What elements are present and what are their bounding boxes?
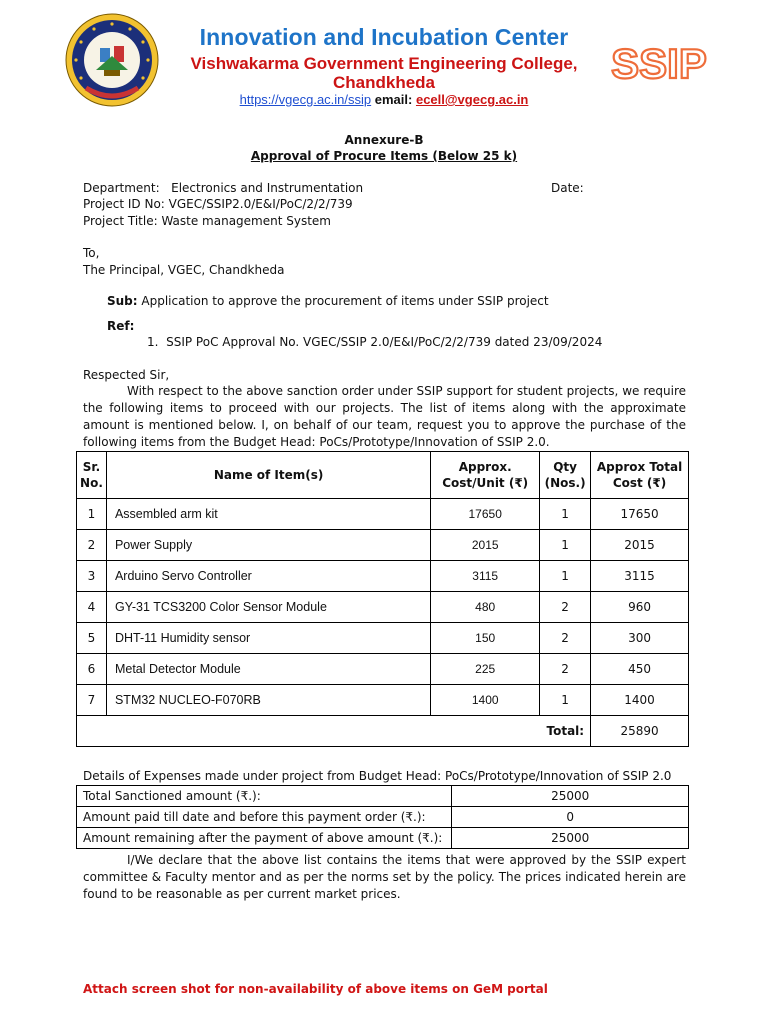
row-sr: 2 (77, 530, 107, 561)
total-row (77, 716, 689, 747)
row-qty: 2 (540, 623, 591, 654)
col-qty: Qty (Nos.) (540, 452, 591, 499)
ref-label: Ref: (107, 319, 135, 333)
row-cost: 1400 (431, 685, 540, 716)
website-link[interactable]: https://vgecg.ac.in/ssip (239, 92, 372, 107)
row-name: GY-31 TCS3200 Color Sensor Module (106, 592, 430, 623)
addressee: The Principal, VGEC, Chandkheda (83, 263, 285, 277)
row-sr: 5 (77, 623, 107, 654)
expense-row (77, 828, 689, 849)
col-cost: Approx. Cost/Unit (₹) (431, 452, 540, 499)
row-qty: 1 (540, 685, 591, 716)
doc-heading-text: Approval of Procure Items (Below 25 k) (250, 149, 518, 163)
row-cost: 150 (431, 623, 540, 654)
row-qty: 1 (540, 530, 591, 561)
ref-item (147, 334, 602, 350)
table-row (77, 499, 689, 530)
row-total: 300 (591, 623, 689, 654)
row-name: DHT-11 Humidity sensor (106, 623, 430, 654)
email-label: email: (374, 92, 413, 107)
expense-label: Amount remaining after the payment of above amount (₹.): (77, 828, 452, 849)
row-name: Power Supply (106, 530, 430, 561)
expense-row (77, 807, 689, 828)
table-row (77, 530, 689, 561)
ssip-logo-text: SSIP (611, 40, 707, 87)
expenses-caption: Details of Expenses made under project from Budget Head: PoCs/Prototype/Innovation of SSIP 2.0 (83, 769, 672, 783)
ref-number: 1. (147, 335, 159, 349)
department-label: Department: (83, 181, 160, 195)
row-sr: 3 (77, 561, 107, 592)
table-row (77, 623, 689, 654)
row-cost: 2015 (431, 530, 540, 561)
total-value: 25890 (591, 716, 689, 747)
date-label: Date: (551, 181, 584, 195)
row-total: 17650 (591, 499, 689, 530)
doc-heading (0, 148, 768, 164)
col-sr: Sr. No. (77, 452, 107, 499)
subject-line (107, 293, 549, 309)
row-total: 1400 (591, 685, 689, 716)
row-name: STM32 NUCLEO-F070RB (106, 685, 430, 716)
salutation: Respected Sir, (83, 368, 170, 382)
college-line: Vishwakarma Government Engineering College, (190, 54, 578, 73)
row-total: 960 (591, 592, 689, 623)
department-line (83, 180, 363, 196)
contact-line (0, 92, 768, 107)
row-qty: 1 (540, 561, 591, 592)
expense-label: Amount paid till date and before this payment order (₹.): (77, 807, 452, 828)
to-line: To, (83, 246, 100, 260)
row-sr: 4 (77, 592, 107, 623)
row-cost: 17650 (431, 499, 540, 530)
annexure-label: Annexure-B (344, 133, 424, 147)
row-total: 450 (591, 654, 689, 685)
row-cost: 3115 (431, 561, 540, 592)
row-qty: 1 (540, 499, 591, 530)
expenses-table (76, 785, 689, 849)
project-id: Project ID No: VGEC/SSIP2.0/E&I/PoC/2/2/739 (83, 197, 353, 211)
gem-portal-note: Attach screen shot for non-availability of above items on GeM portal (83, 982, 548, 996)
expense-row (77, 786, 689, 807)
row-total: 3115 (591, 561, 689, 592)
center-title: Innovation and Incubation Center (199, 24, 569, 50)
total-label: Total: (77, 716, 591, 747)
college-city: Chandkheda (332, 73, 436, 92)
row-sr: 7 (77, 685, 107, 716)
row-qty: 2 (540, 592, 591, 623)
row-sr: 1 (77, 499, 107, 530)
table-row (77, 685, 689, 716)
expense-label: Total Sanctioned amount (₹.): (77, 786, 452, 807)
row-cost: 480 (431, 592, 540, 623)
table-row (77, 592, 689, 623)
department-value: Electronics and Instrumentation (171, 181, 364, 195)
table-row (77, 561, 689, 592)
row-sr: 6 (77, 654, 107, 685)
items-header-row (77, 452, 689, 499)
row-cost: 225 (431, 654, 540, 685)
col-name: Name of Item(s) (106, 452, 430, 499)
col-total: Approx Total Cost (₹) (591, 452, 689, 499)
expense-value: 25000 (452, 786, 689, 807)
request-paragraph: With respect to the above sanction order under SSIP support for student projects, we require the following items to proceed with our projects. The list of items along with the approximate amount is mentioned below. I, on behalf of our team, request you to approve the purchase of the following items from the Budget Head: PoCs/Prototype/Innovation of SSIP 2.0. (83, 384, 686, 449)
table-row (77, 654, 689, 685)
email-link[interactable]: ecell@vgecg.ac.in (415, 92, 529, 107)
subject-label: Sub: (107, 294, 138, 308)
ssip-logo (611, 38, 707, 87)
row-total: 2015 (591, 530, 689, 561)
project-title: Project Title: Waste management System (83, 214, 331, 228)
row-name: Assembled arm kit (106, 499, 430, 530)
items-table (76, 451, 689, 747)
row-qty: 2 (540, 654, 591, 685)
subject-text: Application to approve the procurement of items under SSIP project (141, 294, 549, 308)
row-name: Arduino Servo Controller (106, 561, 430, 592)
ref-text: SSIP PoC Approval No. VGEC/SSIP 2.0/E&I/PoC/2/2/739 dated 23/09/2024 (166, 335, 603, 349)
declaration-paragraph: I/We declare that the above list contains the items that were approved by the SSIP expert committee & Faculty mentor and as per the norms set by the policy. The prices indicated herein are found to be reasonable as per current market prices. (83, 853, 686, 901)
expense-value: 25000 (452, 828, 689, 849)
row-name: Metal Detector Module (106, 654, 430, 685)
expense-value: 0 (452, 807, 689, 828)
